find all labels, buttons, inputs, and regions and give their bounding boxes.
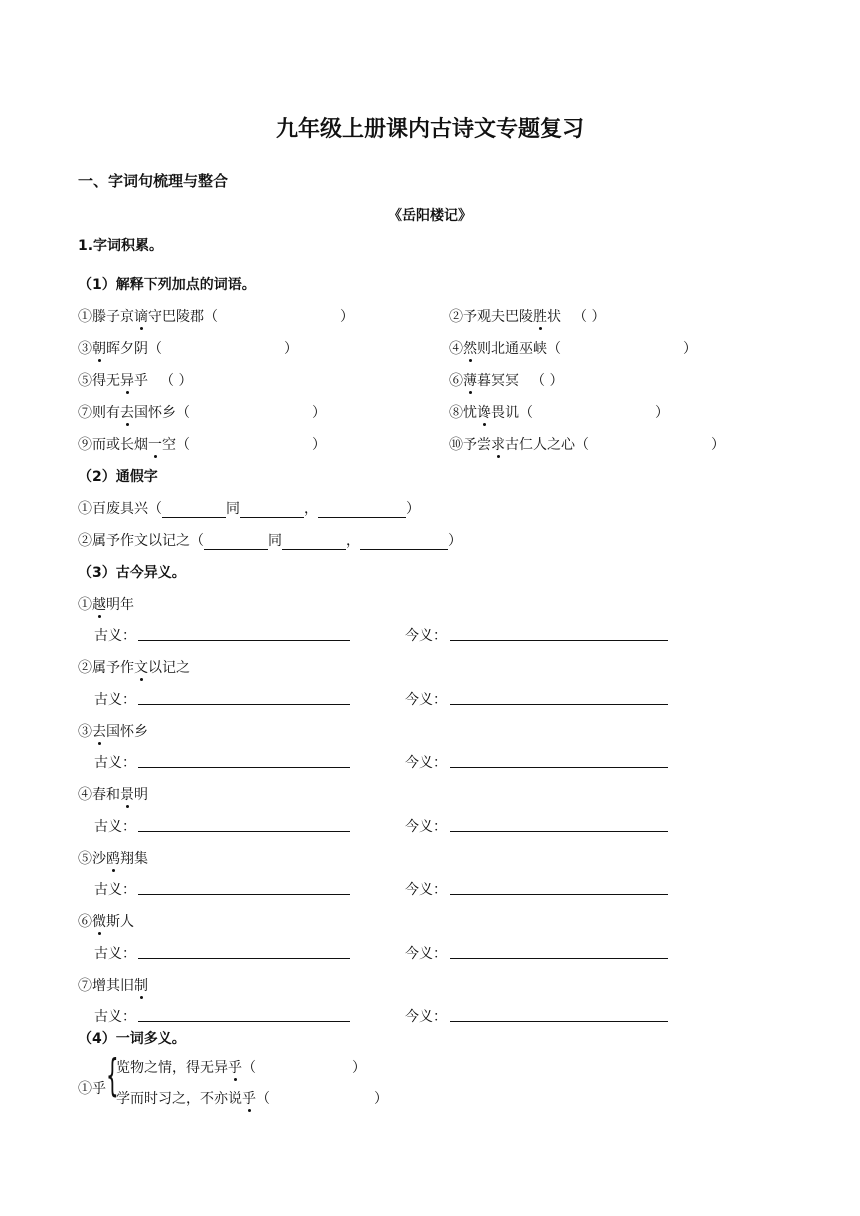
q4-line-2: 学而时习之，不亦说乎（ ） [116, 1091, 388, 1107]
q1-item-9: ⑨而或长烟一空（ ） [78, 437, 326, 453]
jin-label: 今义： [405, 628, 447, 644]
q1-item-4: ④然则北通巫峡（ ） [449, 341, 697, 357]
jin-label: 今义： [405, 755, 447, 771]
q1-heading: （1）解释下列加点的词语。 [78, 277, 256, 293]
q1-item-7: ⑦则有去国怀乡（ ） [78, 405, 326, 421]
answer-blank[interactable] [240, 503, 304, 518]
gu-label: 古义： [94, 946, 136, 962]
q3-item-6: ⑥微斯人 [78, 914, 134, 930]
q2-item-2: ②属予作文以记之（ 同 ， ） [78, 533, 462, 549]
q1-item-6: ⑥薄暮冥冥 （ ） [449, 373, 564, 389]
jin-label: 今义： [405, 692, 447, 708]
q4-line-1: 览物之情，得无异乎（ ） [116, 1060, 366, 1076]
q2-heading: （2）通假字 [78, 469, 158, 485]
answer-line[interactable] [138, 1021, 350, 1022]
answer-line[interactable] [450, 958, 668, 959]
q3-item-7: ⑦增其旧制 [78, 978, 148, 994]
gu-label: 古义： [94, 819, 136, 835]
part-heading: 1.字词积累。 [78, 238, 164, 254]
answer-line[interactable] [450, 640, 668, 641]
answer-line[interactable] [138, 831, 350, 832]
answer-line[interactable] [138, 704, 350, 705]
gu-label: 古义： [94, 692, 136, 708]
brace-icon: { [106, 1050, 119, 1101]
q1-item-10: ⑩予尝求古仁人之心（ ） [449, 437, 725, 453]
answer-line[interactable] [450, 831, 668, 832]
answer-blank[interactable] [204, 535, 268, 550]
q2-item-1: ①百废具兴（ 同 ， ） [78, 501, 420, 517]
jin-label: 今义： [405, 819, 447, 835]
answer-line[interactable] [450, 767, 668, 768]
q1-item-1: ①滕子京谪守巴陵郡（ ） [78, 309, 354, 325]
jin-label: 今义： [405, 1009, 447, 1025]
answer-blank[interactable] [360, 535, 448, 550]
q3-item-3: ③去国怀乡 [78, 724, 148, 740]
answer-line[interactable] [138, 640, 350, 641]
q4-heading: （4）一词多义。 [78, 1031, 186, 1047]
q1-item-5: ⑤得无异乎 （ ） [78, 373, 193, 389]
page-title: 九年级上册课内古诗文专题复习 [275, 117, 584, 142]
jin-label: 今义： [405, 946, 447, 962]
answer-line[interactable] [450, 704, 668, 705]
gu-label: 古义： [94, 1009, 136, 1025]
answer-blank[interactable] [282, 535, 346, 550]
lesson-title: 《岳阳楼记》 [388, 208, 472, 224]
section-heading: 一、字词句梳理与整合 [78, 172, 229, 190]
q3-item-2: ②属予作文以记之 [78, 660, 190, 676]
jin-label: 今义： [405, 882, 447, 898]
answer-blank[interactable] [318, 503, 406, 518]
q1-item-3: ③朝晖夕阴（ ） [78, 341, 298, 357]
gu-label: 古义： [94, 755, 136, 771]
answer-line[interactable] [138, 958, 350, 959]
gu-label: 古义： [94, 628, 136, 644]
q3-item-4: ④春和景明 [78, 787, 148, 803]
q3-item-5: ⑤沙鸥翔集 [78, 851, 148, 867]
gu-label: 古义： [94, 882, 136, 898]
answer-line[interactable] [138, 767, 350, 768]
answer-line[interactable] [450, 1021, 668, 1022]
q1-item-8: ⑧忧谗畏讥（ ） [449, 405, 669, 421]
answer-line[interactable] [138, 894, 350, 895]
q3-item-1: ①越明年 [78, 597, 134, 613]
q3-heading: （3）古今异义。 [78, 565, 186, 581]
q1-item-2: ②予观夫巴陵胜状 （ ） [449, 309, 606, 325]
answer-line[interactable] [450, 894, 668, 895]
answer-blank[interactable] [162, 503, 226, 518]
q4-word: ①乎 [78, 1081, 106, 1097]
